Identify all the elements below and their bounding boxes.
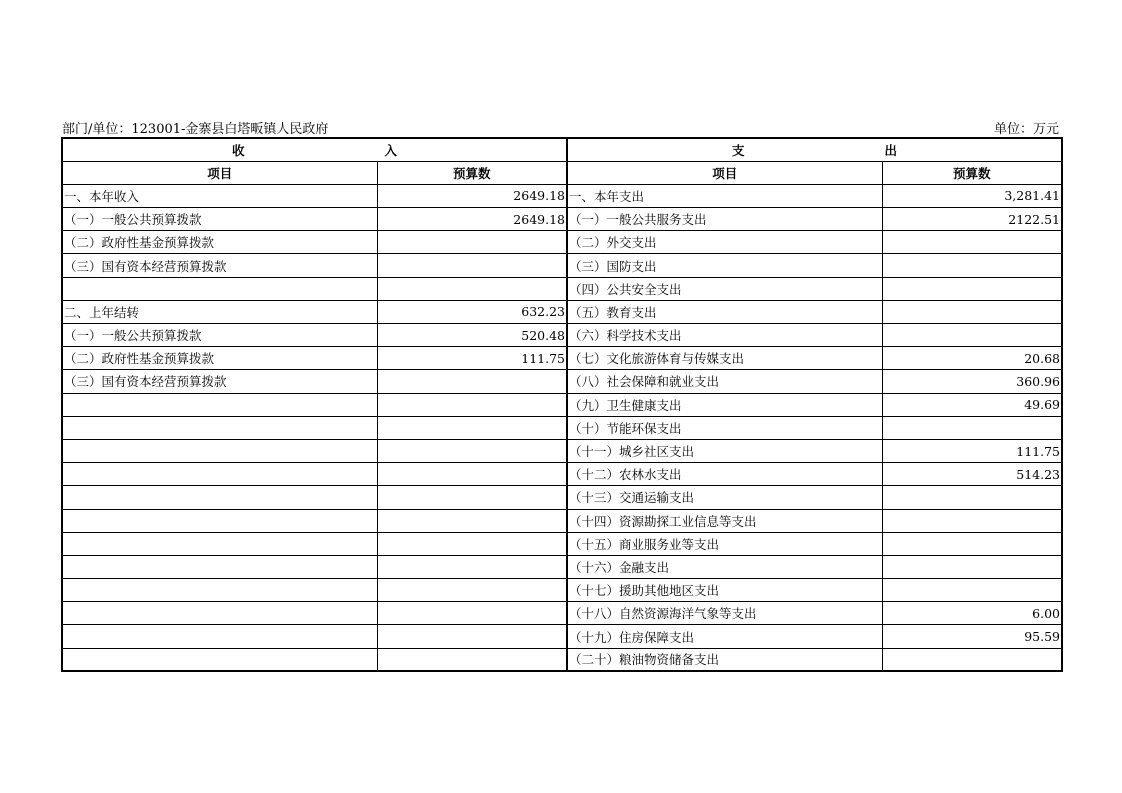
expense-item-cell: （二十）粮油物资储备支出 [567, 648, 882, 671]
expense-item-cell: 一、本年支出 [567, 184, 882, 207]
income-budget-cell [377, 625, 567, 648]
income-budget-cell [377, 555, 567, 578]
table-row [62, 648, 1062, 671]
expense-item-cell: （一）一般公共服务支出 [567, 208, 882, 231]
expense-item-cell: （七）文化旅游体育与传媒支出 [567, 347, 882, 370]
income-item-cell [62, 602, 377, 625]
table-row [62, 579, 1062, 602]
income-budget-cell [377, 393, 567, 416]
expense-budget-cell [882, 416, 1062, 439]
income-budget-cell [377, 416, 567, 439]
expense-budget-cell: 360.96 [882, 370, 1062, 393]
table-row [62, 486, 1062, 509]
expense-budget-cell: 49.69 [882, 393, 1062, 416]
table-row [62, 277, 1062, 300]
table-row [62, 184, 1062, 207]
table-row [62, 208, 1062, 231]
expense-item-column-header: 项目 [567, 161, 882, 184]
income-item-cell [62, 625, 377, 648]
income-budget-cell [377, 254, 567, 277]
expense-item-cell: （九）卫生健康支出 [567, 393, 882, 416]
expense-budget-cell [882, 231, 1062, 254]
expense-budget-cell: 6.00 [882, 602, 1062, 625]
table-row [62, 532, 1062, 555]
expense-budget-cell [882, 300, 1062, 323]
table-row [62, 463, 1062, 486]
income-budget-cell [377, 277, 567, 300]
department-unit-label: 部门/单位：123001-金寨县白塔畈镇人民政府 [62, 122, 329, 137]
income-budget-cell [377, 509, 567, 532]
income-item-cell: （三）国有资本经营预算拨款 [62, 254, 377, 277]
expense-budget-cell [882, 254, 1062, 277]
income-budget-cell [377, 648, 567, 671]
section-header-row [62, 138, 1062, 161]
income-budget-cell: 111.75 [377, 347, 567, 370]
income-item-cell [62, 532, 377, 555]
income-budget-cell [377, 579, 567, 602]
expense-item-cell: （六）科学技术支出 [567, 324, 882, 347]
expense-budget-cell: 111.75 [882, 439, 1062, 462]
expense-budget-cell [882, 277, 1062, 300]
expense-item-cell: （十三）交通运输支出 [567, 486, 882, 509]
expense-item-cell: （十六）金融支出 [567, 555, 882, 578]
income-item-cell: （三）国有资本经营预算拨款 [62, 370, 377, 393]
column-header-row [62, 161, 1062, 184]
income-item-cell: （一）一般公共预算拨款 [62, 208, 377, 231]
table-row [62, 393, 1062, 416]
income-item-cell: （一）一般公共预算拨款 [62, 324, 377, 347]
income-budget-cell [377, 439, 567, 462]
income-budget-cell [377, 463, 567, 486]
income-item-cell [62, 277, 377, 300]
expense-item-cell: （十八）自然资源海洋气象等支出 [567, 602, 882, 625]
expense-item-cell: （十）节能环保支出 [567, 416, 882, 439]
expense-heading-char-1: 支 [731, 142, 745, 158]
expense-item-cell: （八）社会保障和就业支出 [567, 370, 882, 393]
income-budget-cell [377, 486, 567, 509]
income-heading-char-2: 入 [384, 142, 398, 158]
expense-item-cell: （十五）商业服务业等支出 [567, 532, 882, 555]
expense-budget-cell [882, 509, 1062, 532]
table-row [62, 416, 1062, 439]
income-budget-cell [377, 532, 567, 555]
income-item-cell [62, 579, 377, 602]
income-budget-cell: 2649.18 [377, 208, 567, 231]
table-row [62, 254, 1062, 277]
expense-budget-cell [882, 486, 1062, 509]
table-row [62, 300, 1062, 323]
currency-unit-label: 单位：万元 [993, 122, 1059, 137]
table-row [62, 347, 1062, 370]
income-item-cell [62, 393, 377, 416]
income-item-cell: （二）政府性基金预算拨款 [62, 231, 377, 254]
income-budget-cell [377, 231, 567, 254]
income-item-cell [62, 555, 377, 578]
income-budget-cell: 632.23 [377, 300, 567, 323]
income-item-cell [62, 509, 377, 532]
income-budget-cell [377, 602, 567, 625]
expense-budget-cell [882, 555, 1062, 578]
expense-budget-cell: 95.59 [882, 625, 1062, 648]
expense-item-cell: （五）教育支出 [567, 300, 882, 323]
expense-heading-char-2: 出 [884, 142, 898, 158]
income-item-cell [62, 463, 377, 486]
income-item-cell [62, 648, 377, 671]
expense-budget-cell: 514.23 [882, 463, 1062, 486]
table-row [62, 509, 1062, 532]
expense-section-header [567, 138, 1062, 161]
income-item-cell: 一、本年收入 [62, 184, 377, 207]
table-row [62, 555, 1062, 578]
table-row [62, 602, 1062, 625]
income-item-column-header: 项目 [62, 161, 377, 184]
income-section-header [62, 138, 567, 161]
expense-item-cell: （十一）城乡社区支出 [567, 439, 882, 462]
expense-budget-cell [882, 648, 1062, 671]
expense-budget-cell: 3,281.41 [882, 184, 1062, 207]
expense-budget-cell [882, 579, 1062, 602]
income-budget-column-header: 预算数 [377, 161, 567, 184]
income-budget-cell: 520.48 [377, 324, 567, 347]
expense-item-cell: （十二）农林水支出 [567, 463, 882, 486]
income-item-cell [62, 486, 377, 509]
income-heading-char-1: 收 [231, 142, 245, 158]
expense-item-cell: （十九）住房保障支出 [567, 625, 882, 648]
table-row [62, 231, 1062, 254]
income-item-cell: （二）政府性基金预算拨款 [62, 347, 377, 370]
expense-budget-cell: 2122.51 [882, 208, 1062, 231]
expense-budget-cell [882, 324, 1062, 347]
expense-budget-cell [882, 532, 1062, 555]
expense-item-cell: （十七）援助其他地区支出 [567, 579, 882, 602]
expense-budget-column-header: 预算数 [882, 161, 1062, 184]
expense-budget-cell: 20.68 [882, 347, 1062, 370]
expense-item-cell: （四）公共安全支出 [567, 277, 882, 300]
budget-table [61, 137, 1063, 672]
income-budget-cell [377, 370, 567, 393]
income-item-cell [62, 416, 377, 439]
expense-item-cell: （二）外交支出 [567, 231, 882, 254]
table-row [62, 324, 1062, 347]
income-budget-cell: 2649.18 [377, 184, 567, 207]
expense-item-cell: （三）国防支出 [567, 254, 882, 277]
table-row [62, 439, 1062, 462]
income-item-cell: 二、上年结转 [62, 300, 377, 323]
table-row [62, 370, 1062, 393]
expense-item-cell: （十四）资源勘探工业信息等支出 [567, 509, 882, 532]
income-item-cell [62, 439, 377, 462]
table-row [62, 625, 1062, 648]
